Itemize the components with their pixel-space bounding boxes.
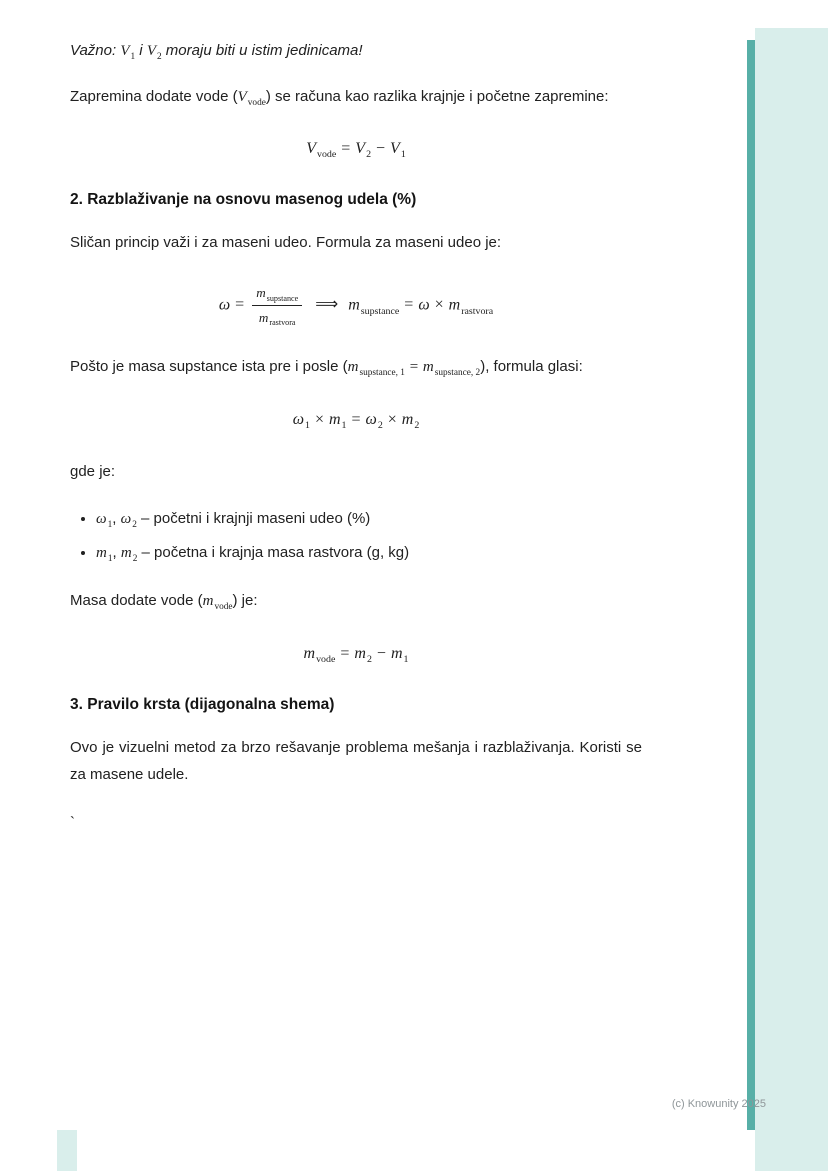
formula-omega1m1: $\omega_1 \times m_1 = \omega_2 \times m_2$ — [292, 411, 420, 432]
formula-maseni-udeo: ω = $\frac{m_{supstance}}{m_{rastvora}}$ ⟹ $m_{supstance} = \omega \times m_{rastvora}$ — [218, 285, 494, 328]
paragraph-ovo: Ovo je vizuelni metod za brzo rešavanje problema mešanja i razblaživanja. Koristi se za masene udele. — [70, 738, 642, 784]
fraction: $\frac{m_{supstance}}{m_{rastvora}}$ — [252, 283, 302, 327]
paragraph-masa-vode: Masa dodate vode $(m_{vode})$ je: — [70, 591, 258, 612]
formula-vvode: $V_{vode} = V_2 - V_1$ — [306, 140, 406, 161]
definition-list — [70, 506, 642, 567]
paragraph-gde-je: gde je: — [70, 463, 116, 481]
formula-mvode: $m_{vode} = m_2 - m_1$ — [303, 644, 409, 665]
heading-section-3: 3. Pravilo krsta (dijagonalna shema) — [70, 695, 335, 713]
copyright-footer: (c) Knowunity 2025 — [671, 1098, 766, 1110]
accent-bar — [747, 40, 755, 1130]
important-note: Važno: $V_1$ i $V_2$ moraju biti u istim jedinicama! — [70, 42, 363, 62]
list-item: • $\omega_1$, $\omega_2$ – početni i krajnji maseni udeo (%) — [96, 506, 642, 533]
heading-section-2: 2. Razblaživanje na osnovu masenog udela (%) — [70, 191, 417, 209]
paragraph-posto: Pošto je masa supstance ista pre i posle $(m_{supstance, 1} = m_{supstance, 2})$, formula glasi: — [70, 358, 583, 379]
stray-backtick: ` — [70, 814, 75, 832]
document-content — [70, 40, 642, 857]
paragraph-zapremina: Zapremina dodate vode $(V_{vode})$ se računa kao razlika krajnje i početne zapremine: — [70, 87, 609, 108]
accent-background — [755, 28, 828, 1171]
accent-corner — [57, 1130, 77, 1171]
list-item: • $m_1$, $m_2$ – početna i krajnja masa rastvora (g, kg) — [96, 540, 642, 567]
paragraph-slican: Sličan princip važi i za maseni udeo. Formula za maseni udeo je: — [70, 234, 502, 252]
